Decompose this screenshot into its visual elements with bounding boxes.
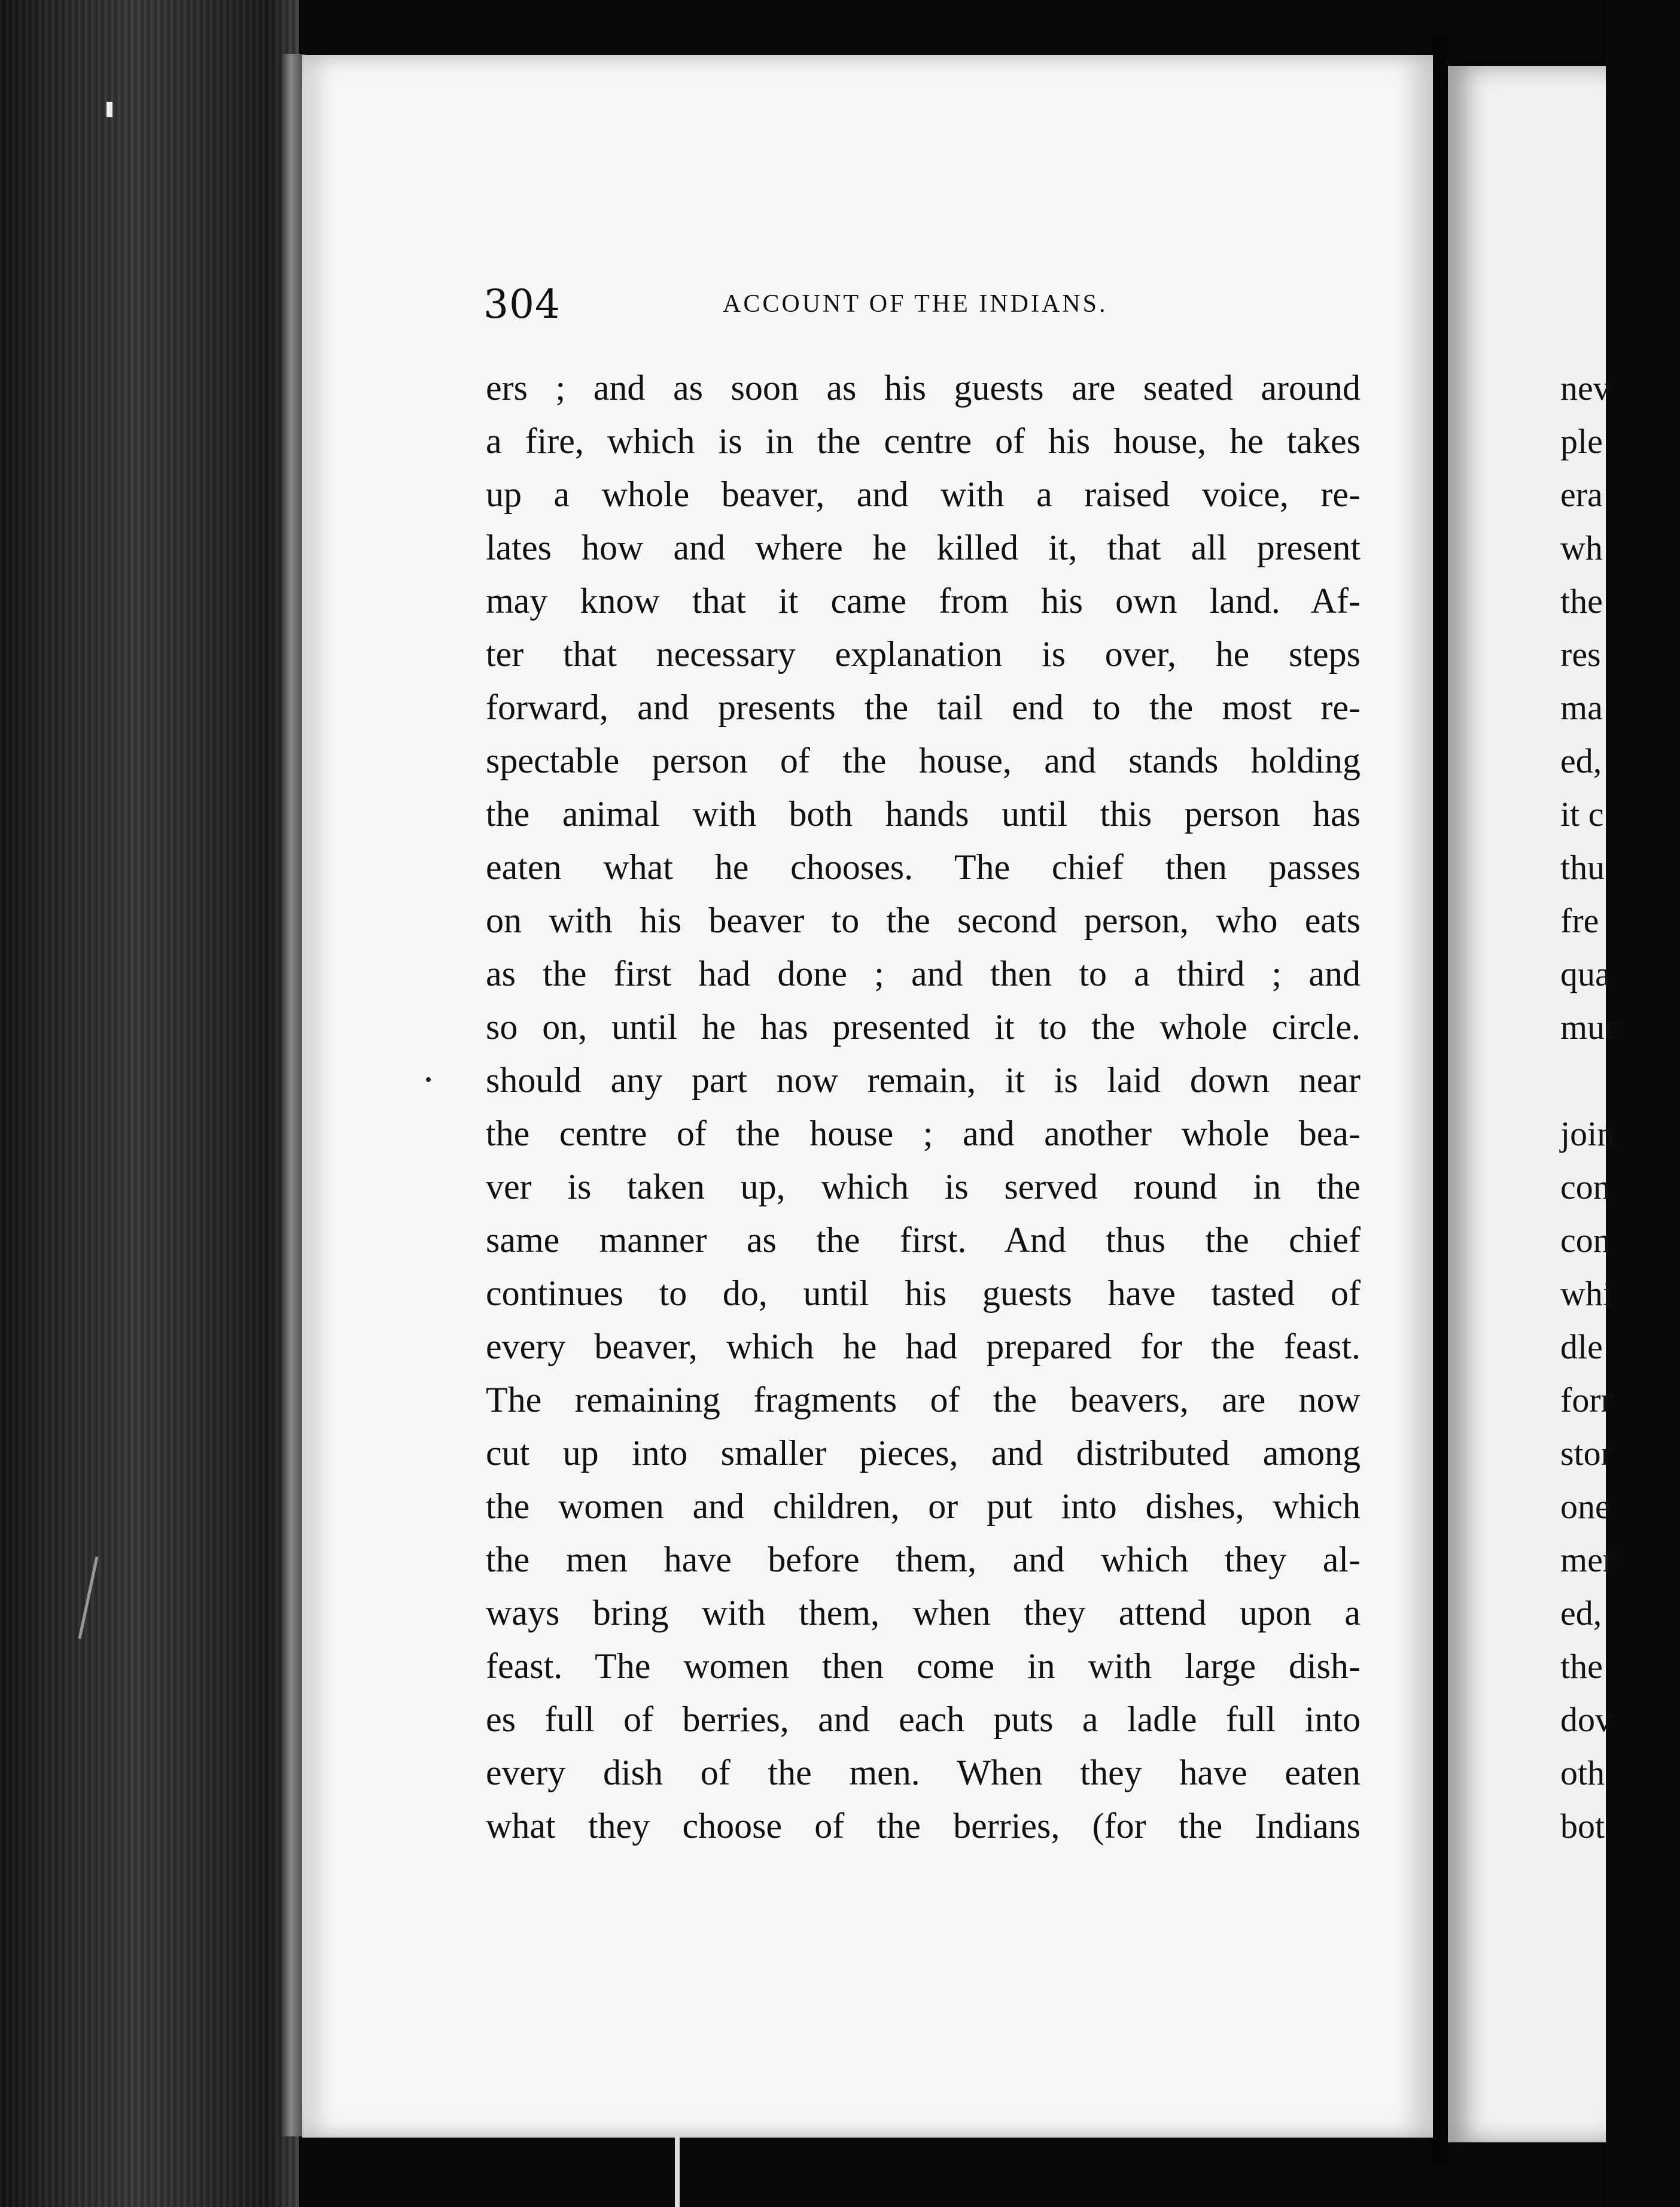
margin-mark — [426, 1077, 431, 1082]
scan-speck — [675, 2136, 680, 2207]
facing-page-fragment: fre — [1560, 901, 1599, 940]
text-line: may know that it came from his own land. Af- — [486, 581, 1361, 621]
text-line: ers ; and as soon as his guests are seated around — [486, 368, 1361, 408]
text-line: should any part now remain, it is laid down near — [486, 1060, 1361, 1100]
text-line: every dish of the men. When they have eaten — [486, 1753, 1361, 1792]
facing-page-fragment: thu — [1560, 848, 1605, 887]
gutter-shadow — [1433, 36, 1448, 2166]
book-edge — [0, 0, 299, 2207]
text-line: continues to do, until his guests have tasted of — [486, 1273, 1361, 1313]
text-line: same manner as the first. And thus the chief — [486, 1220, 1361, 1260]
facing-page-fragment: it c — [1560, 795, 1604, 834]
text-line: the animal with both hands until this person has — [486, 794, 1361, 834]
text-line: forward, and presents the tail end to the most re- — [486, 688, 1361, 727]
text-line: lates how and where he killed it, that all present — [486, 528, 1361, 567]
text-line: eaten what he chooses. The chief then passes — [486, 847, 1361, 887]
text-line: ways bring with them, when they attend upon a — [486, 1593, 1361, 1633]
facing-page-fragment: ple — [1560, 422, 1603, 461]
facing-page-fragment: stor — [1560, 1434, 1612, 1473]
text-line: the women and children, or put into dishes, which — [486, 1486, 1361, 1526]
facing-page-fragment: dov — [1560, 1700, 1612, 1739]
facing-page-fragment: ma — [1560, 688, 1603, 727]
page-stack-edge — [281, 54, 305, 2136]
running-head: ACCOUNT OF THE INDIANS. — [723, 290, 1108, 318]
facing-page-fragment: ed, — [1560, 741, 1602, 780]
text-line: the centre of the house ; and another whole bea- — [486, 1114, 1361, 1153]
facing-page-fragment: dle — [1560, 1327, 1603, 1366]
facing-page-fragment: con — [1560, 1168, 1611, 1206]
facing-page-fragment: whi — [1560, 1274, 1612, 1313]
text-line: cut up into smaller pieces, and distributed among — [486, 1433, 1361, 1473]
facing-page-fragment: mer — [1560, 1540, 1615, 1579]
facing-page-fragment: ed, — [1560, 1594, 1602, 1633]
text-line: on with his beaver to the second person, who eats — [486, 901, 1361, 940]
facing-page-fragment: era — [1560, 475, 1603, 514]
text-line: the men have before them, and which they al- — [486, 1540, 1361, 1579]
body-text — [486, 361, 1361, 1853]
facing-page-fragment: join — [1560, 1114, 1615, 1153]
facing-page-fragment: oth — [1560, 1753, 1605, 1792]
text-line: The remaining fragments of the beavers, are now — [486, 1380, 1361, 1419]
text-line: as the first had done ; and then to a third ; and — [486, 954, 1361, 993]
text-line: ver is taken up, which is served round in the — [486, 1167, 1361, 1206]
text-line: es full of berries, and each puts a ladle full into — [486, 1700, 1361, 1739]
text-line: every beaver, which he had prepared for the feast. — [486, 1327, 1361, 1366]
page-number: 304 — [483, 281, 561, 327]
text-line: up a whole beaver, and with a raised voice, re- — [486, 475, 1361, 514]
facing-page-fragment: wh — [1560, 528, 1603, 567]
facing-page-fragment: nev — [1560, 369, 1611, 408]
facing-page-fragment: forr — [1560, 1381, 1612, 1419]
facing-page-fragment: the — [1560, 582, 1603, 621]
facing-page-fragment: one — [1560, 1487, 1611, 1526]
text-line: spectable person of the house, and stands holding — [486, 741, 1361, 780]
scan-speck — [106, 102, 112, 117]
text-line: feast. The women then come in with large dish- — [486, 1646, 1361, 1686]
text-line: what they choose of the berries, (for the Indians — [486, 1806, 1361, 1846]
text-line: a fire, which is in the centre of his house, he takes — [486, 421, 1361, 461]
facing-page-fragment: bot — [1560, 1807, 1605, 1846]
facing-page-fragment: con — [1560, 1221, 1611, 1260]
text-line: ter that necessary explanation is over, he steps — [486, 634, 1361, 674]
facing-page-fragment — [1560, 1054, 1680, 1107]
facing-page-fragment: the — [1560, 1647, 1603, 1686]
facing-page-fragment: muc — [1560, 1008, 1620, 1047]
facing-page-fragment: res — [1560, 635, 1601, 674]
facing-page-fragment: qua — [1560, 954, 1611, 993]
text-line: so on, until he has presented it to the whole circle. — [486, 1007, 1361, 1047]
facing-page-text — [1560, 361, 1680, 1853]
